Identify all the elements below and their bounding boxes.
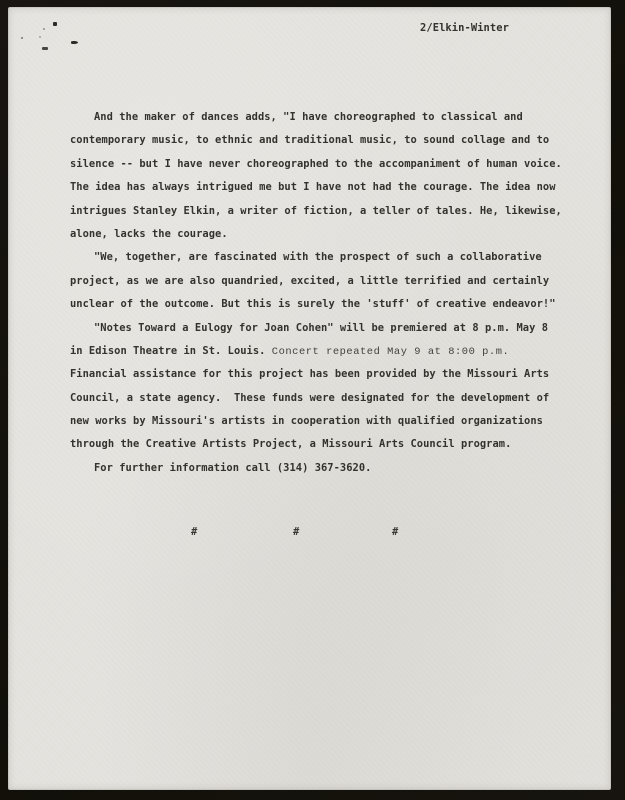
page-header: 2/Elkin-Winter: [420, 22, 509, 34]
typewritten-text: For further information call (314) 367-3620.: [94, 461, 372, 474]
document-line: [70, 106, 562, 129]
typewritten-text: contemporary music, to ethnic and traditional music, to sound collage and to: [70, 134, 550, 147]
document-line: [70, 200, 562, 223]
document-line: [70, 129, 562, 152]
paper-sheet: [8, 7, 611, 790]
typewritten-text: through the Creative Artists Project, a Missouri Arts Council program.: [70, 438, 512, 451]
ink-speck: [43, 28, 45, 30]
document-line: [70, 317, 562, 340]
typewritten-text: Financial assistance for this project has been provided by the Missouri Arts: [70, 368, 550, 381]
ink-speck: [39, 36, 41, 38]
document-line: [70, 246, 562, 269]
typewritten-text: new works by Missouri's artists in cooperation with qualified organizations: [70, 415, 543, 428]
document-line: [70, 293, 562, 316]
document-line: [70, 223, 562, 246]
document-line: [70, 363, 562, 386]
document-body: [70, 106, 562, 480]
typewritten-text: in Edison Theatre in St. Louis.: [70, 344, 272, 357]
typewritten-text: "Notes Toward a Eulogy for Joan Cohen" will be premiered at 8 p.m. May 8: [94, 321, 549, 334]
end-mark: #: [392, 526, 399, 538]
document-line: [70, 176, 562, 199]
end-mark: #: [293, 526, 300, 538]
ink-speck: [53, 22, 57, 26]
typewritten-text: Council, a state agency. These funds were designated for the development of: [70, 391, 550, 404]
typewritten-text: "We, together, are fascinated with the prospect of such a collaborative: [94, 251, 542, 264]
document-line: [70, 433, 562, 456]
end-mark: #: [191, 526, 198, 538]
document-line: [70, 410, 562, 433]
typewritten-text: project, as we are also quandried, excited, a little terrified and certainly: [70, 274, 550, 287]
inserted-annotation-text: Concert repeated May 9 at 8:00 p.m.: [271, 345, 510, 358]
typewritten-text: And the maker of dances adds, "I have choreographed to classical and: [94, 111, 523, 123]
document-line: [70, 270, 562, 293]
document-line: [70, 457, 562, 480]
document-line: [70, 387, 562, 410]
document-line: [70, 153, 562, 176]
typewritten-text: unclear of the outcome. But this is surely the 'stuff' of creative endeavor!": [70, 298, 556, 311]
ink-speck: [42, 47, 48, 50]
ink-speck: [71, 41, 78, 44]
typewritten-text: alone, lacks the courage.: [70, 227, 228, 240]
end-marks-row: [8, 526, 611, 546]
document-line: [70, 340, 562, 363]
typewritten-text: silence -- but I have never choreographed to the accompaniment of human voice.: [70, 157, 562, 170]
typewritten-text: The idea has always intrigued me but I have not had the courage. The idea now: [70, 181, 556, 194]
ink-speck: [21, 37, 23, 39]
typewritten-text: intrigues Stanley Elkin, a writer of fiction, a teller of tales. He, likewise,: [70, 204, 562, 217]
